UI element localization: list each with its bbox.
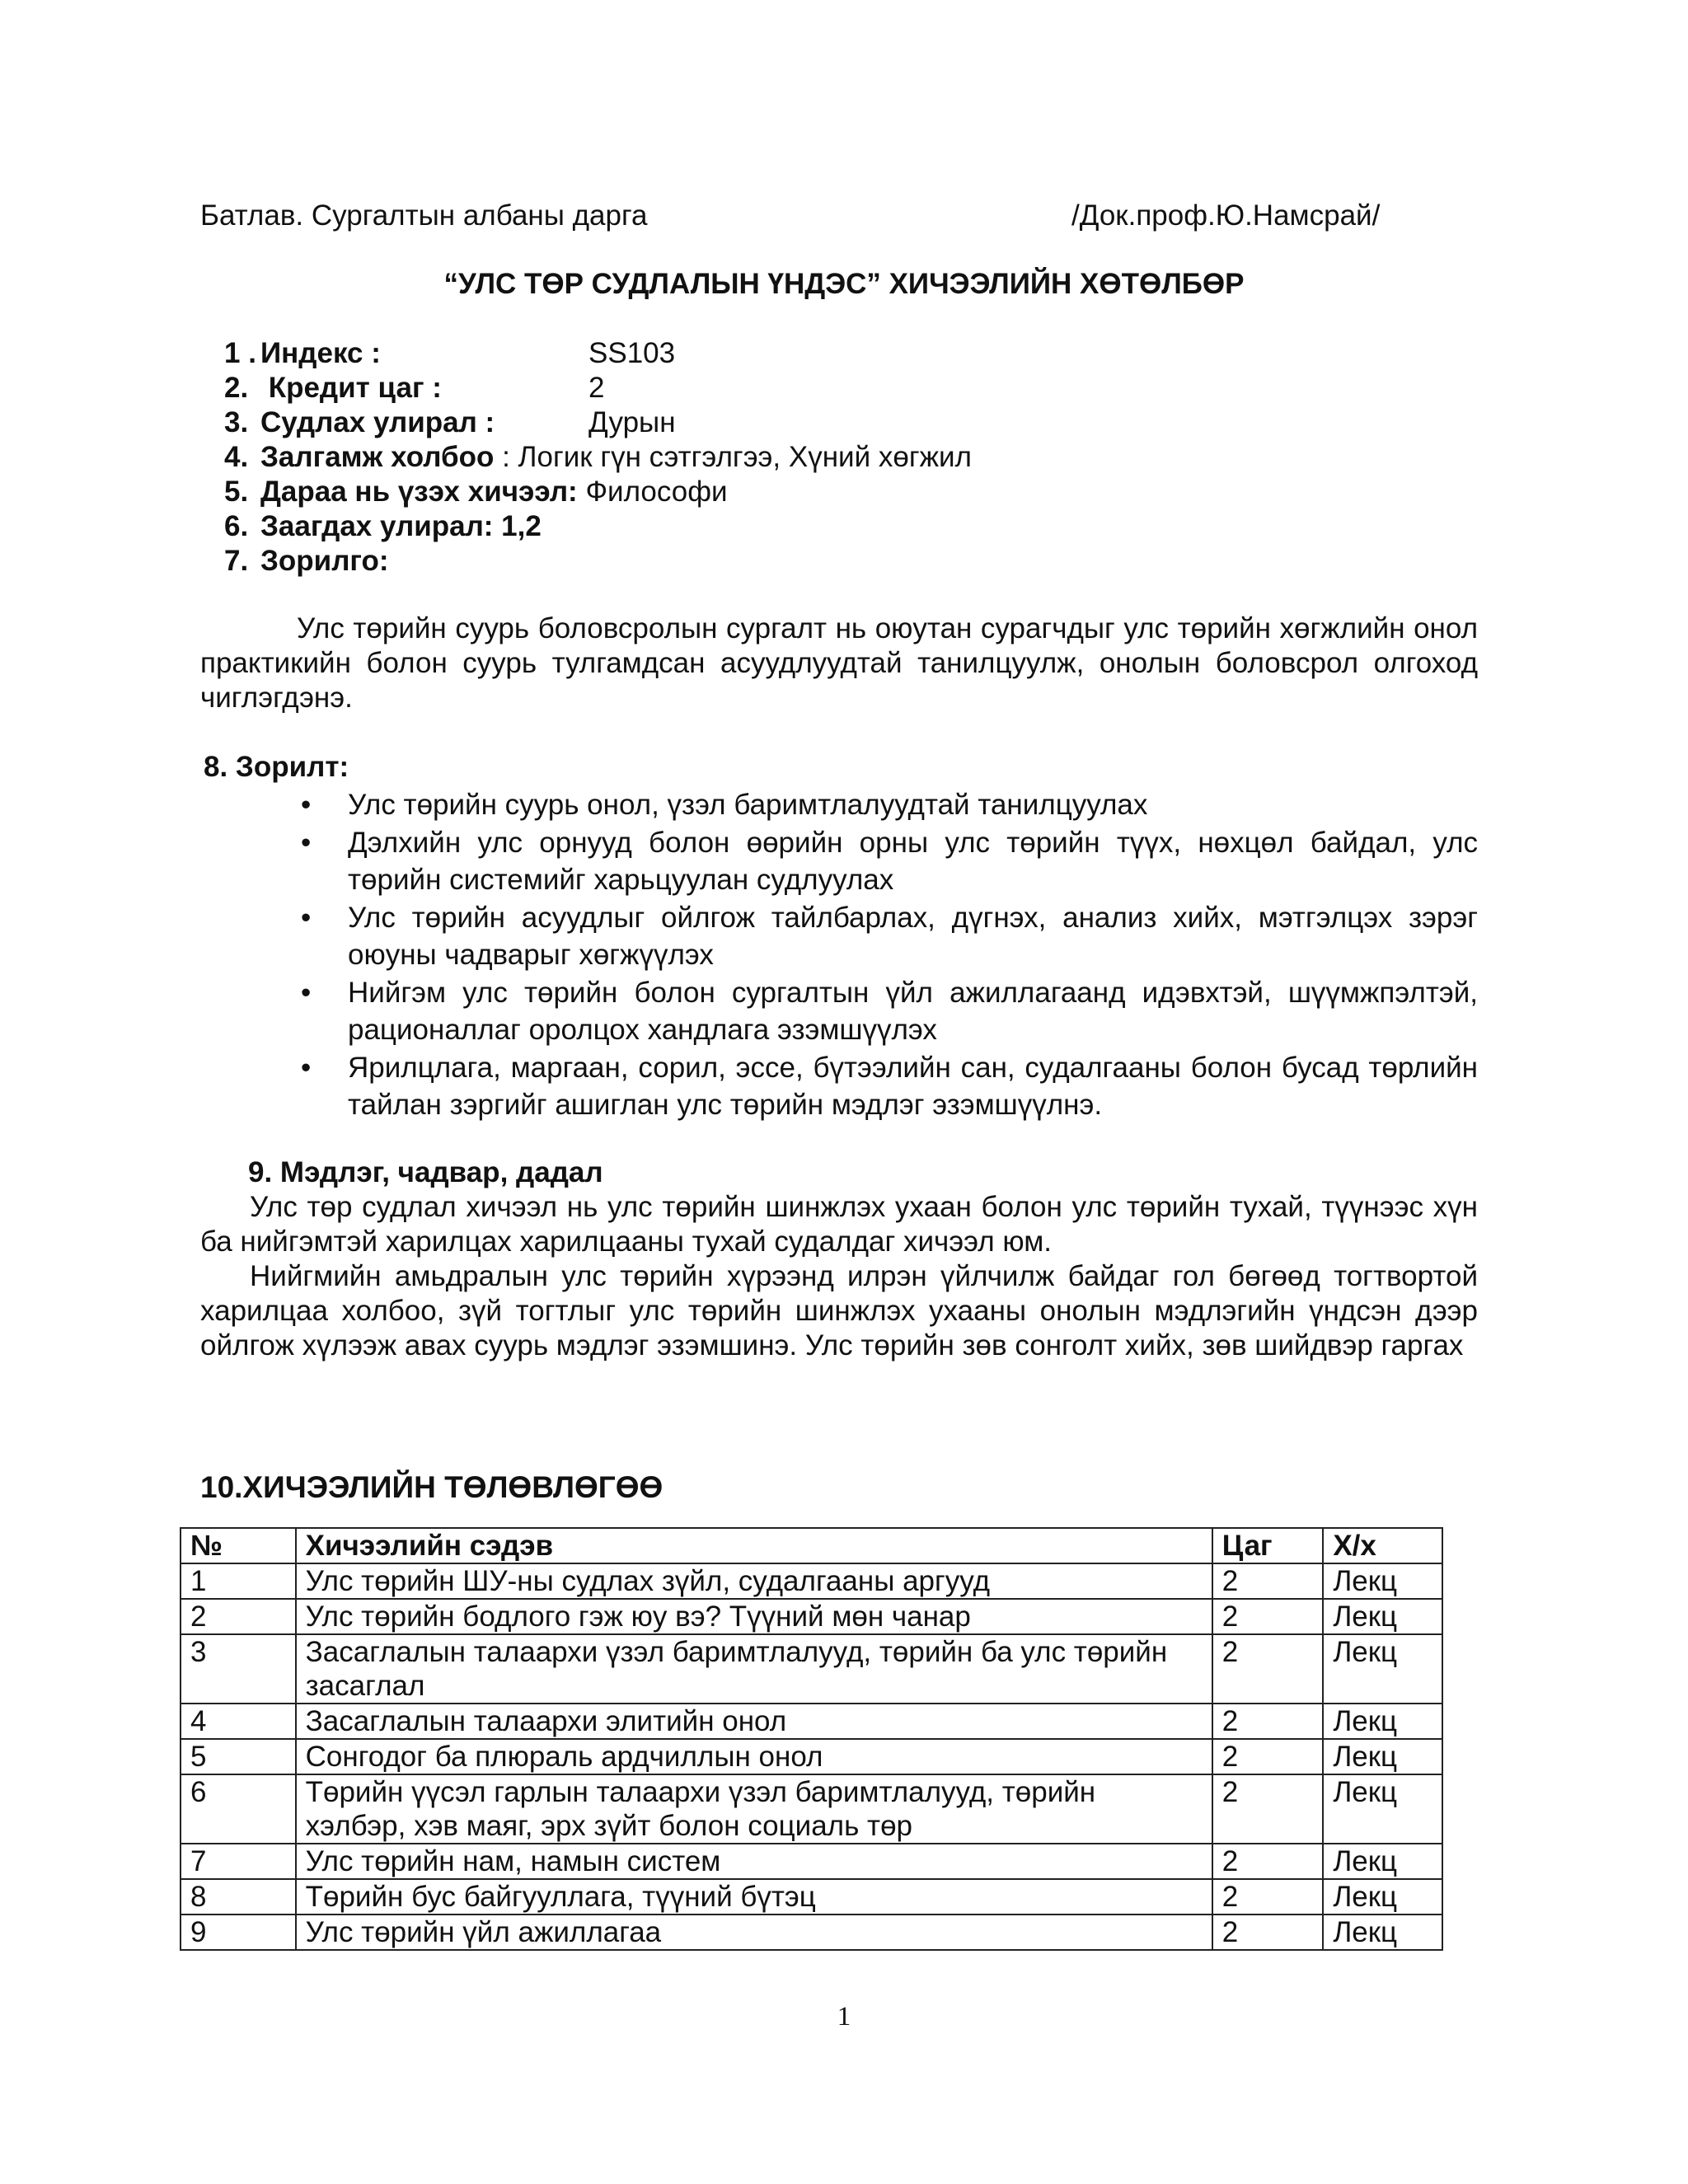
cell-number: 8 xyxy=(181,1879,296,1915)
table-row xyxy=(181,1774,1442,1844)
col-header-number: № xyxy=(181,1528,296,1563)
cell-hours: 2 xyxy=(1212,1739,1324,1774)
cell-number: 7 xyxy=(181,1844,296,1879)
cell-number: 9 xyxy=(181,1915,296,1950)
cell-hours: 2 xyxy=(1212,1704,1324,1739)
cell-topic: Улс төрийн нам, намын систем xyxy=(296,1844,1212,1879)
cell-type: Лекц xyxy=(1323,1915,1442,1950)
bullet-icon: • xyxy=(301,902,312,934)
info-label: Кредит цаг : xyxy=(260,372,442,404)
cell-topic: Улс төрийн бодлого гэж юу вэ? Түүний мөн чанар xyxy=(296,1599,1212,1634)
cell-topic: Улс төрийн үйл ажиллагаа xyxy=(296,1915,1212,1950)
list-item xyxy=(301,824,1478,898)
cell-number: 3 xyxy=(181,1634,296,1704)
cell-hours: 2 xyxy=(1212,1844,1324,1879)
cell-hours: 2 xyxy=(1212,1599,1324,1634)
cell-type: Лекц xyxy=(1323,1774,1442,1844)
objective-text: Улс төрийн суурь онол, үзэл баримтлалуудтай танилцуулах xyxy=(348,789,1148,821)
cell-type: Лекц xyxy=(1323,1704,1442,1739)
document-title: “УЛС ТӨР СУДЛАЛЫН ҮНДЭС” ХИЧЭЭЛИЙН ХӨТӨЛБӨР xyxy=(443,268,1245,300)
info-next-course xyxy=(224,475,972,509)
plan-heading: 10.ХИЧЭЭЛИЙН ТӨЛӨВЛӨГӨӨ xyxy=(200,1470,663,1504)
goal-text: Улс төрийн суурь боловсролын сургалт нь оюутан сурагчдыг улс төрийн хөгжлийн онол практикийн болон суурь тулгамдсан асуудлуудтай танилцуулж, онолын боловсрол олгоход чиглэгдэнэ. xyxy=(200,612,1478,714)
cell-number: 4 xyxy=(181,1704,296,1739)
cell-topic: Улс төрийн ШУ-ны судлах зүйл, судалгааны аргууд xyxy=(296,1563,1212,1599)
table-row xyxy=(181,1915,1442,1950)
info-number: 1 . xyxy=(224,337,256,369)
info-label: Зорилго: xyxy=(260,545,389,577)
goal-paragraph xyxy=(200,612,1478,715)
table-row xyxy=(181,1739,1442,1774)
section9-paragraph-1 xyxy=(200,1190,1478,1259)
cell-hours: 2 xyxy=(1212,1563,1324,1599)
bullet-icon: • xyxy=(301,977,312,1009)
info-credit xyxy=(224,371,972,405)
table-row xyxy=(181,1704,1442,1739)
info-label: Судлах улирал : xyxy=(260,406,495,438)
col-header-hours: Цаг xyxy=(1212,1528,1324,1563)
info-number: 4. xyxy=(224,441,249,473)
info-number: 7. xyxy=(224,545,249,577)
info-prerequisite xyxy=(224,440,972,475)
info-number: 2. xyxy=(224,372,249,404)
cell-hours: 2 xyxy=(1212,1915,1324,1950)
objective-text: Ярилцлага, маргаан, сорил, эссе, бүтээлийн сан, судалгааны болон бусад төрлийн тайлан зэргийг ашиглан улс төрийн мэдлэг эзэмшүүлнэ. xyxy=(348,1052,1478,1121)
col-header-type: Х/х xyxy=(1323,1528,1442,1563)
info-label: Индекс : xyxy=(260,337,381,369)
cell-topic: Сонгодог ба плюраль ардчиллын онол xyxy=(296,1739,1212,1774)
signatory: /Док.проф.Ю.Намсрай/ xyxy=(1071,199,1381,232)
bullet-icon: • xyxy=(301,1052,312,1084)
list-item xyxy=(301,974,1478,1048)
table-header-row xyxy=(181,1528,1442,1563)
info-label: Залгамж холбоо xyxy=(260,441,495,473)
info-value: SS103 xyxy=(588,337,676,369)
cell-topic: Төрийн бус байгууллага, түүний бүтэц xyxy=(296,1879,1212,1915)
section9-text-1: Улс төр судлал хичээл нь улс төрийн шинжлэх ухаан болон улс төрийн тухай, түүнээс хүн ба нийгэмтэй харилцах харилцааны тухай судалдаг хичээл юм. xyxy=(200,1191,1478,1258)
list-item xyxy=(301,786,1478,823)
cell-type: Лекц xyxy=(1323,1599,1442,1634)
cell-topic: Засаглалын талаархи үзэл баримтлалууд, төрийн ба улс төрийн засаглал xyxy=(296,1634,1212,1704)
objectives-heading: 8. Зорилт: xyxy=(204,751,349,783)
table-row xyxy=(181,1879,1442,1915)
section9-paragraph-2 xyxy=(200,1259,1478,1363)
bullet-icon: • xyxy=(301,789,312,821)
cell-hours: 2 xyxy=(1212,1774,1324,1844)
cell-number: 5 xyxy=(181,1739,296,1774)
objectives-list xyxy=(301,786,1478,1124)
cell-type: Лекц xyxy=(1323,1634,1442,1704)
lesson-plan-table xyxy=(180,1527,1443,1951)
objective-text: Нийгэм улс төрийн болон сургалтын үйл ажиллагаанд идэвхтэй, шүүмжпэлтэй, рационаллаг оролцох хандлага эзэмшүүлэх xyxy=(348,977,1478,1046)
info-index xyxy=(224,336,972,371)
table-row xyxy=(181,1844,1442,1879)
cell-number: 1 xyxy=(181,1563,296,1599)
info-number: 5. xyxy=(224,476,249,508)
objective-text: Улс төрийн асуудлыг ойлгож тайлбарлах, дүгнэх, анализ хийх, мэтгэлцэх зэрэг оюуны чадварыг хөгжүүлэх xyxy=(348,902,1478,971)
cell-hours: 2 xyxy=(1212,1634,1324,1704)
cell-number: 2 xyxy=(181,1599,296,1634)
info-number: 3. xyxy=(224,406,249,438)
approval-line: Батлав. Сургалтын албаны дарга xyxy=(200,199,648,232)
cell-topic: Засаглалын талаархи элитийн онол xyxy=(296,1704,1212,1739)
table-row xyxy=(181,1634,1442,1704)
list-item xyxy=(301,899,1478,973)
objective-text: Дэлхийн улс орнууд болон өөрийн орны улс төрийн түүх, нөхцөл байдал, улс төрийн системийг харьцуулан судлуулах xyxy=(348,827,1478,896)
section9-text-2: Нийгмийн амьдралын улс төрийн хүрээнд илрэн үйлчилж байдаг гол бөгөөд тогтвортой харилцаа холбоо, зүй тогтлыг улс төрийн шинжлэх ухааны онолын мэдлэгийн үндсэн дээр ойлгож хүлээж авах суурь мэдлэг эзэмшинэ. Улс төрийн зөв сонголт хийх, зөв шийдвэр гаргах xyxy=(200,1260,1478,1361)
cell-type: Лекц xyxy=(1323,1879,1442,1915)
cell-type: Лекц xyxy=(1323,1563,1442,1599)
course-info-list xyxy=(224,336,972,579)
info-value: : Логик гүн сэтгэлгээ, Хүний хөгжил xyxy=(494,441,972,473)
cell-hours: 2 xyxy=(1212,1879,1324,1915)
section9-heading: 9. Мэдлэг, чадвар, дадал xyxy=(248,1156,603,1188)
info-taught-semester xyxy=(224,509,972,544)
cell-type: Лекц xyxy=(1323,1844,1442,1879)
info-label: Дараа нь үзэх хичээл: xyxy=(260,476,578,508)
cell-number: 6 xyxy=(181,1774,296,1844)
table-row xyxy=(181,1563,1442,1599)
cell-type: Лекц xyxy=(1323,1739,1442,1774)
info-value: Дурын xyxy=(588,406,676,438)
info-number: 6. xyxy=(224,510,249,542)
col-header-topic: Хичээлийн сэдэв xyxy=(296,1528,1212,1563)
info-goal xyxy=(224,544,972,579)
info-value: Философи xyxy=(577,476,728,508)
bullet-icon: • xyxy=(301,827,312,859)
table-row xyxy=(181,1599,1442,1634)
list-item xyxy=(301,1049,1478,1123)
page-number: 1 xyxy=(837,2002,851,2032)
info-label: Заагдах улирал: 1,2 xyxy=(260,510,542,542)
cell-topic: Төрийн үүсэл гарлын талаархи үзэл баримтлалууд, төрийн хэлбэр, хэв маяг, эрх зүйт болон социаль төр xyxy=(296,1774,1212,1844)
info-value: 2 xyxy=(588,372,605,404)
info-semester xyxy=(224,405,972,440)
